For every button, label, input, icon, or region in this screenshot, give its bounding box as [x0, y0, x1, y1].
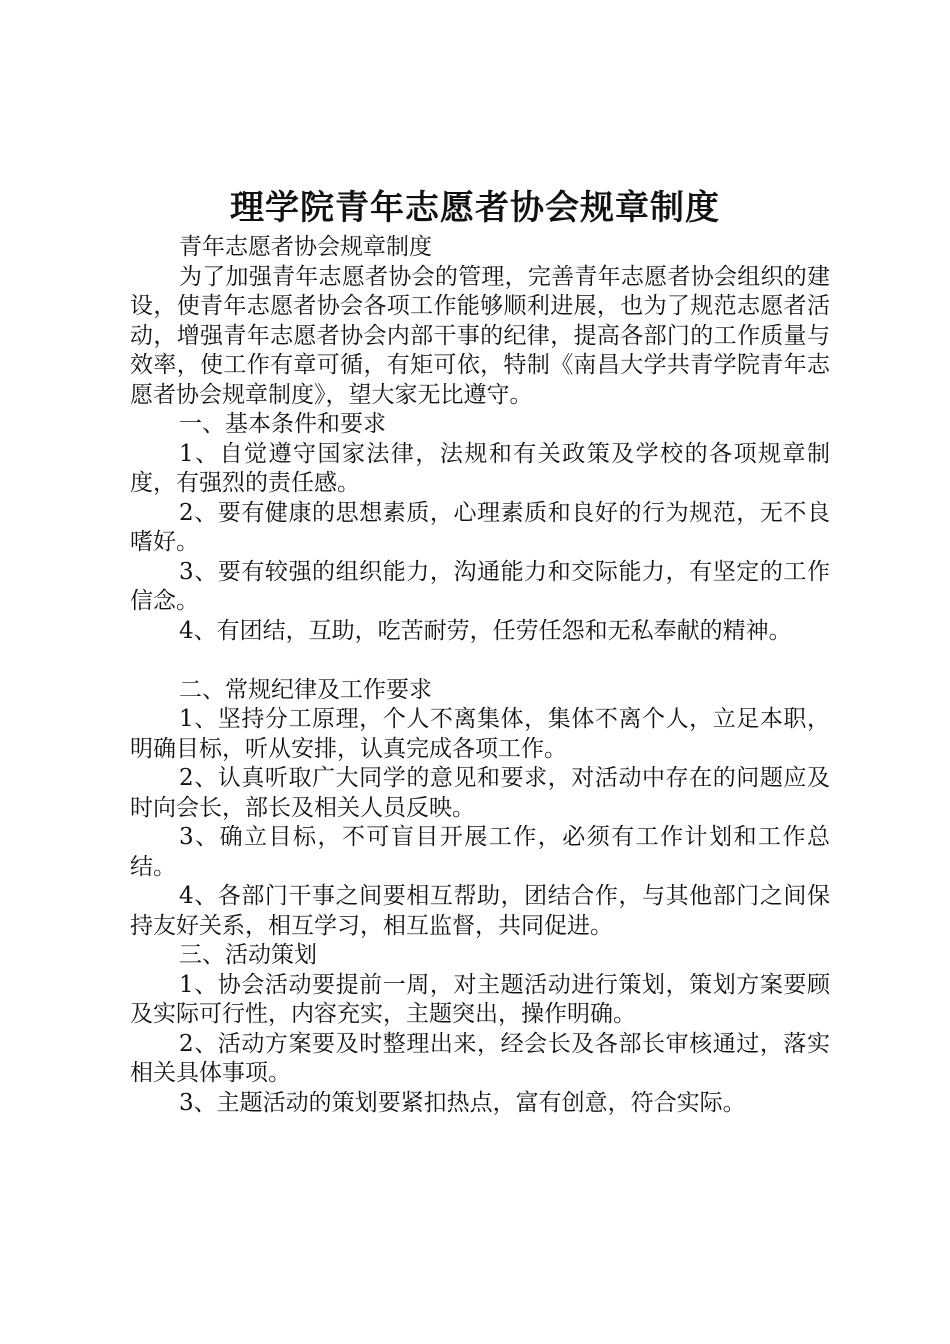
section-heading-3: 三、活动策划 — [179, 942, 317, 968]
subtitle-paragraph: 青年志愿者协会规章制度 — [179, 234, 432, 260]
document-title: 理学院青年志愿者协会规章制度 — [230, 188, 720, 228]
section-2-item-1: 1、坚持分工原理，个人不离集体，集体不离个人，立足本职，明确目标，听从安排，认真完成各项工作。 — [130, 706, 830, 762]
blank-line — [130, 646, 830, 676]
section-1-item-3: 3、要有较强的组织能力，沟通能力和交际能力，有坚定的工作信念。 — [130, 558, 830, 614]
section-2-item-3: 3、确立目标，不可盲目开展工作，必须有工作计划和工作总结。 — [130, 824, 830, 880]
section-heading-2: 二、常规纪律及工作要求 — [179, 676, 432, 703]
section-heading-1: 一、基本条件和要求 — [179, 411, 386, 437]
section-1-item-2: 2、要有健康的思想素质，心理素质和良好的行为规范，无不良嗜好。 — [130, 499, 830, 555]
section-2-item-2: 2、认真听取广大同学的意见和要求，对活动中存在的问题应及时向会长，部长及相关人员反映。 — [130, 765, 830, 821]
section-3-item-1: 1、协会活动要提前一周，对主题活动进行策划，策划方案要顾及实际可行性，内容充实，主题突出，操作明确。 — [130, 971, 830, 1027]
document-body — [130, 233, 830, 1118]
section-1-item-1: 1、自觉遵守国家法律，法规和有关政策及学校的各项规章制度，有强烈的责任感。 — [130, 440, 830, 496]
intro-paragraph: 为了加强青年志愿者协会的管理，完善青年志愿者协会组织的建设，使青年志愿者协会各项工作能够顺利进展，也为了规范志愿者活动，增强青年志愿者协会内部干事的纪律，提高各部门的工作质量与效率，使工作有章可循，有矩可依，特制《南昌大学共青学院青年志愿者协会规章制度》，望大家无比遵守。 — [130, 263, 830, 408]
section-1-item-4: 4、有团结，互助，吃苦耐劳，任劳任怨和无私奉献的精神。 — [179, 617, 792, 644]
section-3-item-2: 2、活动方案要及时整理出来，经会长及各部长审核通过，落实相关具体事项。 — [130, 1030, 830, 1086]
section-2-item-4: 4、各部门干事之间要相互帮助，团结合作，与其他部门之间保持友好关系，相互学习，相互监督，共同促进。 — [130, 883, 830, 939]
section-3-item-3: 3、主题活动的策划要紧扣热点，富有创意，符合实际。 — [179, 1089, 746, 1116]
